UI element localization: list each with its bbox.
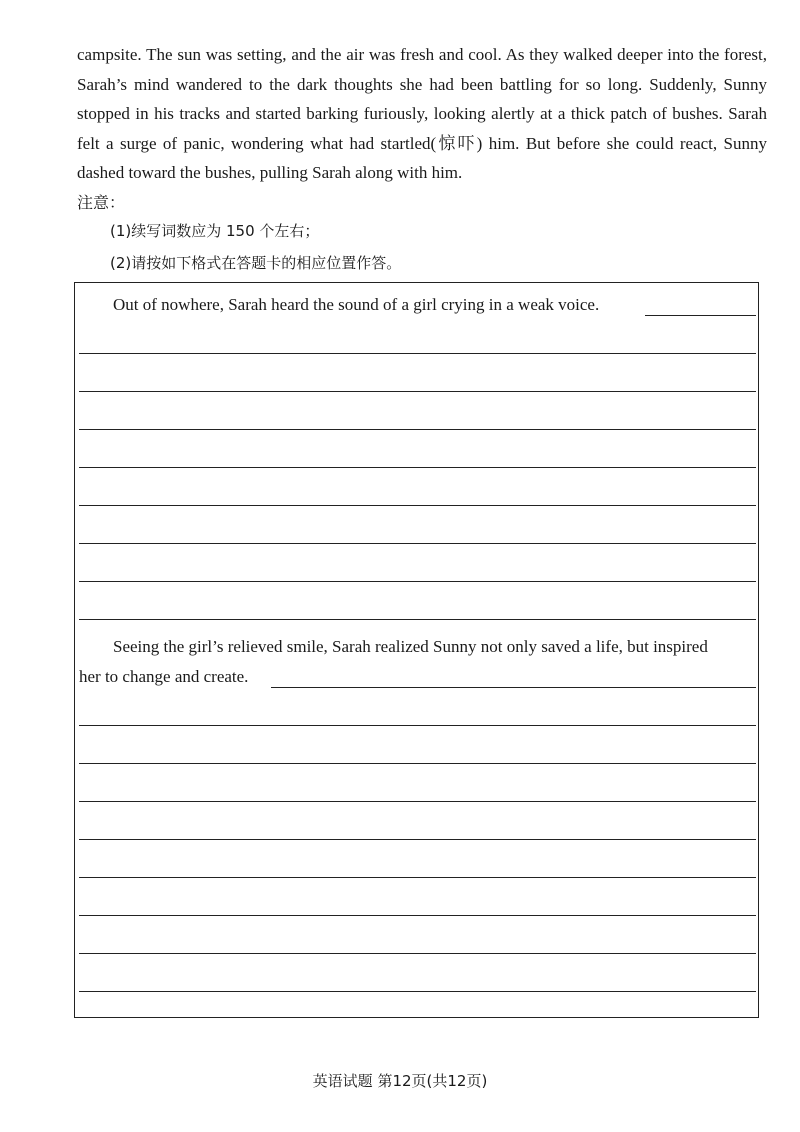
- paragraph1-writing-line[interactable]: [79, 505, 756, 506]
- paragraph2-writing-line[interactable]: [79, 839, 756, 840]
- paragraph2-writing-line[interactable]: [79, 763, 756, 764]
- paragraph2-writing-line[interactable]: [79, 801, 756, 802]
- answer-box: [74, 282, 759, 1018]
- story-passage: [77, 40, 767, 188]
- paragraph1-writing-line[interactable]: [79, 619, 756, 620]
- note-item-word-count: (1)续写词数应为 150 个左右；: [110, 222, 320, 240]
- page-footer: 英语试题 第12页(共12页): [312, 1072, 488, 1090]
- paragraph1-writing-line[interactable]: [645, 315, 756, 316]
- passage-text: campsite. The sun was setting, and the air was fresh and cool. As they walked deeper into the forest, Sarah’s mind wandered to the dark thoughts she had been battling for so long. Suddenly, Sunny stopped in his tracks and started barking furiously, looking alertly at a thick patch of bushes. Sarah felt a surge of panic, wondering what had startled(惊吓) him. But before she could react, Sunny dashed toward the bushes, pulling Sarah along with him.: [77, 45, 767, 182]
- paragraph2-writing-line[interactable]: [271, 687, 756, 688]
- paragraph1-writing-line[interactable]: [79, 429, 756, 430]
- paragraph2-writing-line[interactable]: [79, 991, 756, 992]
- paragraph2-writing-line[interactable]: [79, 877, 756, 878]
- paragraph1-writing-line[interactable]: [79, 467, 756, 468]
- paragraph2-prompt-line2: her to change and create.: [79, 667, 249, 686]
- paragraph1-writing-line[interactable]: [79, 391, 756, 392]
- paragraph2-prompt-line1: Seeing the girl’s relieved smile, Sarah realized Sunny not only saved a life, but inspired: [113, 637, 708, 656]
- notes-heading: 注意：: [77, 193, 126, 212]
- paragraph2-writing-line[interactable]: [79, 915, 756, 916]
- paragraph2-writing-line[interactable]: [79, 953, 756, 954]
- note-item-format: (2)请按如下格式在答题卡的相应位置作答。: [110, 254, 402, 272]
- paragraph1-prompt: Out of nowhere, Sarah heard the sound of a girl crying in a weak voice.: [113, 295, 600, 314]
- paragraph1-writing-line[interactable]: [79, 543, 756, 544]
- paragraph1-writing-line[interactable]: [79, 353, 756, 354]
- paragraph1-writing-line[interactable]: [79, 581, 756, 582]
- paragraph2-writing-line[interactable]: [79, 725, 756, 726]
